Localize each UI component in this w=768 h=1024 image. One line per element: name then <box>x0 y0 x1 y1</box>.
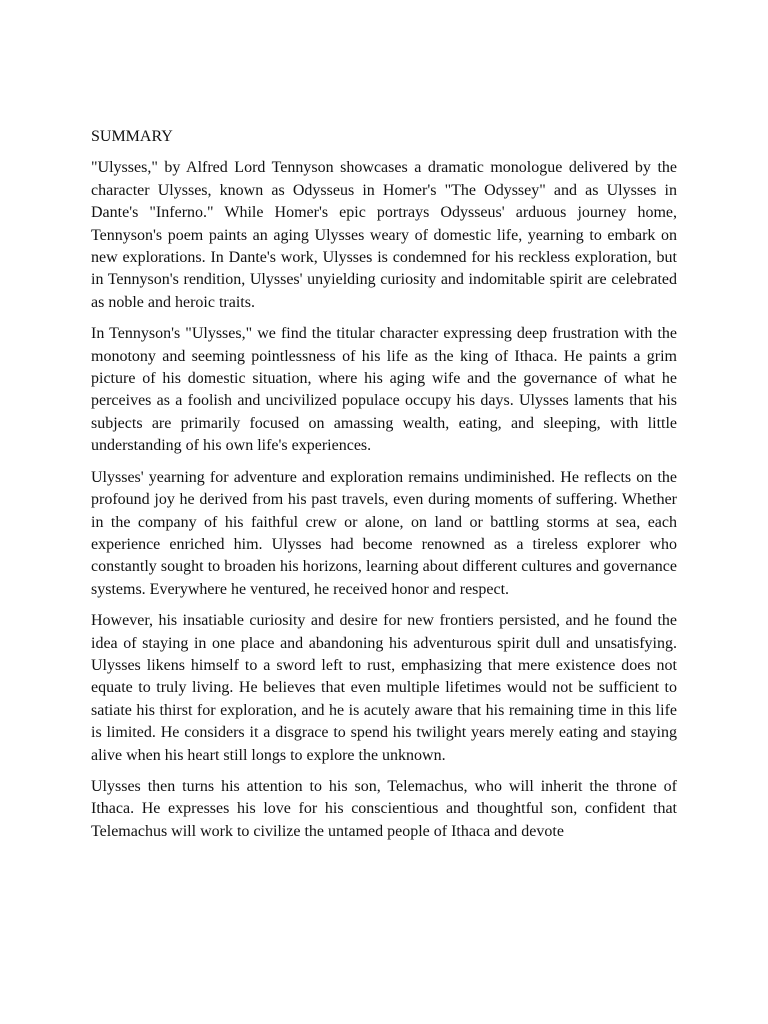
document-body <box>91 126 677 852</box>
paragraph-5: Ulysses then turns his attention to his son, Telemachus, who will inherit the throne of Ithaca. He expresses his love for his conscientious and thoughtful son, confident that Telemachus will work to civilize the untamed people of Ithaca and devote <box>91 777 677 840</box>
paragraph-3: Ulysses' yearning for adventure and exploration remains undiminished. He reflects on the profound joy he derived from his past travels, even during moments of suffering. Whether in the company of his faithful crew or alone, on land or battling storms at sea, each experience enriched him. Ulysses had become renowned as a tireless explorer who constantly sought to broaden his horizons, learning about different cultures and governance systems. Everywhere he ventured, he received honor and respect. <box>91 468 677 598</box>
paragraph-4: However, his insatiable curiosity and desire for new frontiers persisted, and he found the idea of staying in one place and abandoning his adventurous spirit dull and unsatisfying. Ulysses likens himself to a sword left to rust, emphasizing that mere existence does not equate to truly living. He believes that even multiple lifetimes would not be sufficient to satiate his thirst for exploration, and he is acutely aware that his remaining time in this life is limited. He considers it a disgrace to spend his twilight years merely eating and staying alive when his heart still longs to explore the unknown. <box>91 612 677 764</box>
paragraph-1: "Ulysses," by Alfred Lord Tennyson showcases a dramatic monologue delivered by the character Ulysses, known as Odysseus in Homer's "The Odyssey" and as Ulysses in Dante's "Inferno." While Homer's epic portrays Odysseus' arduous journey home, Tennyson's poem paints an aging Ulysses weary of domestic life, yearning to embark on new explorations. In Dante's work, Ulysses is condemned for his reckless exploration, but in Tennyson's rendition, Ulysses' unyielding curiosity and indomitable spirit are celebrated as noble and heroic traits. <box>91 159 677 311</box>
section-heading: SUMMARY <box>91 128 173 145</box>
paragraph-2: In Tennyson's "Ulysses," we find the titular character expressing deep frustration with the monotony and seeming pointlessness of his life as the king of Ithaca. He paints a grim picture of his domestic situation, where his aging wife and the governance of what he perceives as a foolish and uncivilized populace occupy his days. Ulysses laments that his subjects are primarily focused on amassing wealth, eating, and sleeping, with little understanding of his own life's experiences. <box>91 325 677 455</box>
